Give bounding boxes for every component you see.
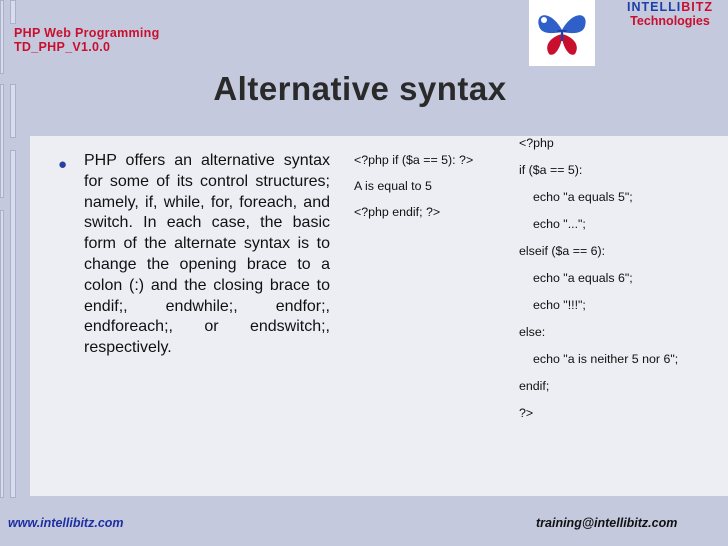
brand-name [612, 0, 728, 28]
decor-bar-6 [10, 150, 16, 498]
code-line: echo "a equals 5"; [533, 190, 633, 204]
code-line: endif; [519, 379, 550, 393]
course-version: TD_PHP_V1.0.0 [14, 40, 111, 54]
bullet-text: PHP offers an alternative syntax for some of its control structures; namely, if, while, for, foreach, and switch. In each case, the basic form of the alternate syntax is to change the opening brace to a colon (:) and the closing brace to endif;, endwhile;, endfor;, endforeach;, or endswitch;, respectively. [84, 152, 330, 357]
footer-email-link[interactable]: training@intellibitz.com [536, 516, 678, 530]
code-line: elseif ($a == 6): [519, 244, 606, 258]
code-line: ?> [519, 406, 534, 420]
code-line: <?php [519, 136, 554, 150]
brand-tagline: Technologies [630, 14, 710, 28]
code-line: if ($a == 5): [519, 163, 583, 177]
decor-bar-5 [0, 210, 4, 498]
course-name: PHP Web Programming [14, 26, 160, 40]
decor-bar-2 [10, 0, 16, 24]
decor-bar-3 [0, 84, 4, 198]
code-line: <?php endif; ?> [354, 205, 441, 219]
company-logo [529, 0, 595, 66]
brand-word-1: INTELLI [627, 0, 682, 14]
decor-bar-1 [0, 0, 4, 74]
course-title [14, 26, 160, 54]
code-line: else: [519, 325, 546, 339]
code-line: echo "!!!"; [533, 298, 586, 312]
footer-website-link[interactable]: www.intellibitz.com [8, 516, 124, 530]
logo-letter: T [557, 28, 567, 45]
code-line: echo "a is neither 5 nor 6"; [533, 352, 679, 366]
code-line: echo "..."; [533, 217, 586, 231]
brand-word-2: BITZ [681, 0, 713, 14]
code-line: A is equal to 5 [354, 179, 432, 193]
butterfly-logo-icon [529, 0, 595, 66]
code-example-long [519, 136, 678, 433]
code-example-short [354, 153, 473, 231]
bullet-icon: ● [58, 156, 68, 173]
slide-title: Alternative syntax [213, 70, 507, 107]
decor-bar-4 [10, 84, 16, 138]
code-line: echo "a equals 6"; [533, 271, 633, 285]
code-line: <?php if ($a == 5): ?> [354, 153, 474, 167]
